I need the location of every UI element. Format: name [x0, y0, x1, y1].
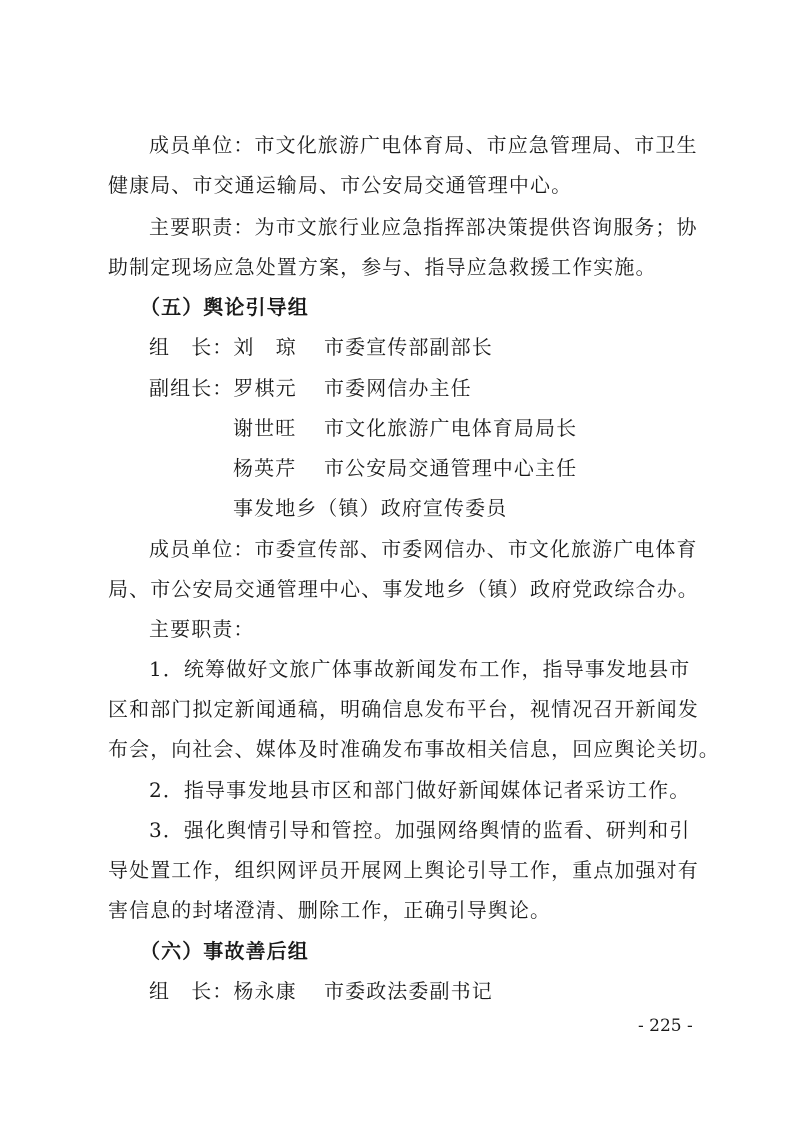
member-name: 组 长：杨永康 — [149, 979, 297, 1003]
paragraph-line: 主要职责： — [149, 617, 255, 641]
member-name: 谢世旺 — [233, 416, 297, 440]
member-name: 副组长：罗棋元 — [149, 376, 297, 400]
member-title: 市委网信办主任 — [324, 376, 472, 400]
paragraph-line: 害信息的封堵澄清、删除工作，正确引导舆论。 — [108, 898, 552, 922]
paragraph-line: 健康局、市交通运输局、市公安局交通管理中心。 — [108, 173, 573, 197]
member-name: 杨英芹 — [233, 456, 297, 480]
section-heading-aftermath: （六）事故善后组 — [140, 939, 309, 963]
member-title: 市委宣传部副部长 — [324, 335, 493, 359]
member-row: 事发地乡（镇）政府宣传委员 — [233, 496, 508, 520]
paragraph-line: 主要职责：为市文旅行业应急指挥部决策提供咨询服务；协 — [149, 215, 698, 239]
member-row — [233, 416, 578, 440]
paragraph-line: 3．强化舆情引导和管控。加强网络舆情的监看、研判和引 — [149, 818, 691, 842]
paragraph-line: 1．统筹做好文旅广体事故新闻发布工作，指导事发地县市 — [149, 657, 691, 681]
paragraph-line: 成员单位：市文化旅游广电体育局、市应急管理局、市卫生 — [149, 133, 698, 157]
paragraph-line: 成员单位：市委宣传部、市委网信办、市文化旅游广电体育 — [149, 537, 698, 561]
paragraph-line: 2．指导事发地县市区和部门做好新闻媒体记者采访工作。 — [149, 778, 691, 802]
member-row — [233, 456, 578, 480]
member-row — [149, 335, 493, 359]
page-number: - 225 - — [638, 1016, 693, 1036]
paragraph-line: 布会，向社会、媒体及时准确发布事故相关信息，回应舆论关切。 — [108, 737, 720, 761]
member-row — [149, 376, 472, 400]
paragraph-line: 助制定现场应急处置方案，参与、指导应急救援工作实施。 — [108, 255, 657, 279]
paragraph-line: 局、市公安局交通管理中心、事发地乡（镇）政府党政综合办。 — [108, 577, 699, 601]
member-row — [149, 979, 493, 1003]
member-title: 市文化旅游广电体育局局长 — [324, 416, 578, 440]
member-name: 组 长：刘 琼 — [149, 335, 297, 359]
member-title: 市委政法委副书记 — [324, 979, 493, 1003]
member-title: 市公安局交通管理中心主任 — [324, 456, 578, 480]
paragraph-line: 导处置工作，组织网评员开展网上舆论引导工作，重点加强对有 — [108, 858, 699, 882]
section-heading-public-opinion: （五）舆论引导组 — [140, 295, 309, 319]
paragraph-line: 区和部门拟定新闻通稿，明确信息发布平台，视情况召开新闻发 — [108, 697, 699, 721]
